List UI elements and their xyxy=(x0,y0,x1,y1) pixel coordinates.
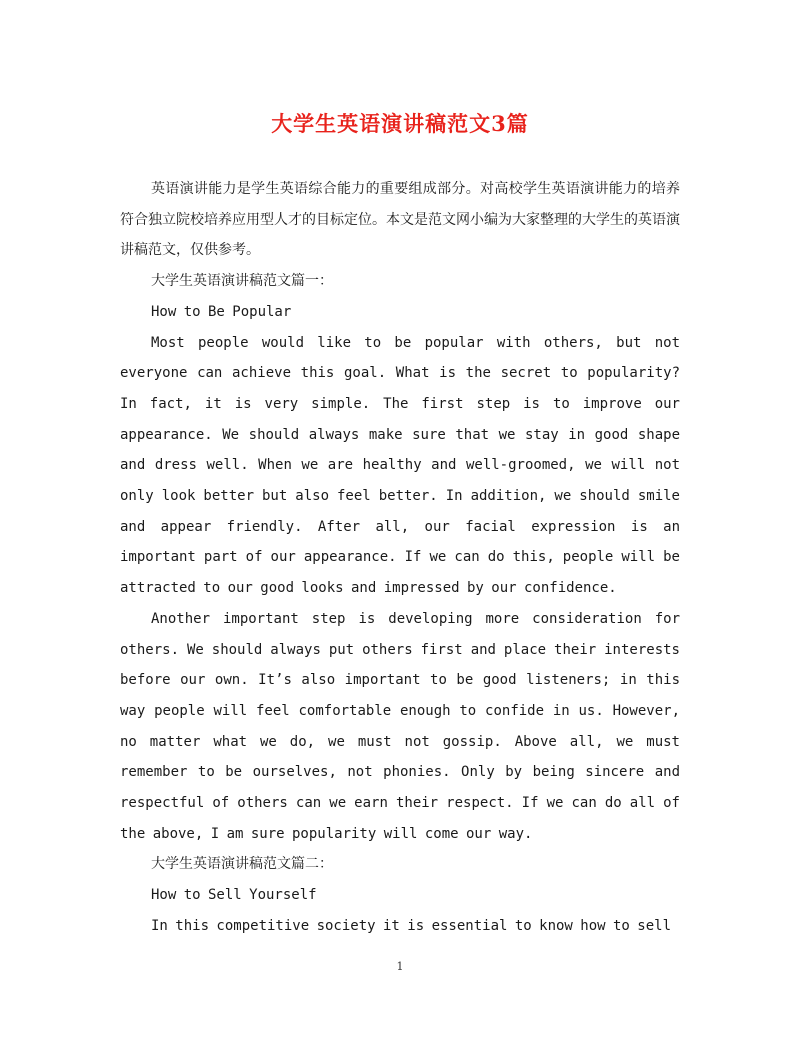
speech-title-two: How to Sell Yourself xyxy=(151,887,317,904)
section-heading-one: 大学生英语演讲稿范文篇一： xyxy=(151,273,333,290)
section-heading-two: 大学生英语演讲稿范文篇二： xyxy=(151,856,333,873)
speech-title-one: How to Be Popular xyxy=(151,303,292,320)
page-number: 1 xyxy=(396,960,404,973)
document-body xyxy=(120,174,680,942)
speech-one-paragraph-one: Most people would like to be popular with others, but not everyone can achieve this goal. What is the secret to popularity? In fact, it is very simple. The first step is to improve our appearance. We should always make sure that we stay in good shape and dress well. When we are healthy and well-groomed, we will not only look better but also feel better. In addition, we should smile and appear friendly. After all, our facial expression is an important part of our appearance. If we can do this, people will be attracted to our good looks and impressed by our confidence. xyxy=(120,334,680,597)
speech-one-paragraph-two: Another important step is developing more consideration for others. We should always put others first and place their interests before our own. It’s also important to be good listeners; in this way people will feel comfortable enough to confide in us. However, no matter what we do, we must not gossip. Above all, we must remember to be ourselves, not phonies. Only by being sincere and respectful of others can we earn their respect. If we can do all of the above, I am sure popularity will come our way. xyxy=(120,610,680,842)
document-title: 大学生英语演讲稿范文3篇 xyxy=(271,111,529,136)
speech-two-paragraph-one: In this competitive society it is essential to know how to sell xyxy=(151,917,672,934)
intro-paragraph: 英语演讲能力是学生英语综合能力的重要组成部分。对高校学生英语演讲能力的培养符合独立院校培养应用型人才的目标定位。本文是范文网小编为大家整理的大学生的英语演讲稿范文，仅供参考。 xyxy=(120,181,680,259)
